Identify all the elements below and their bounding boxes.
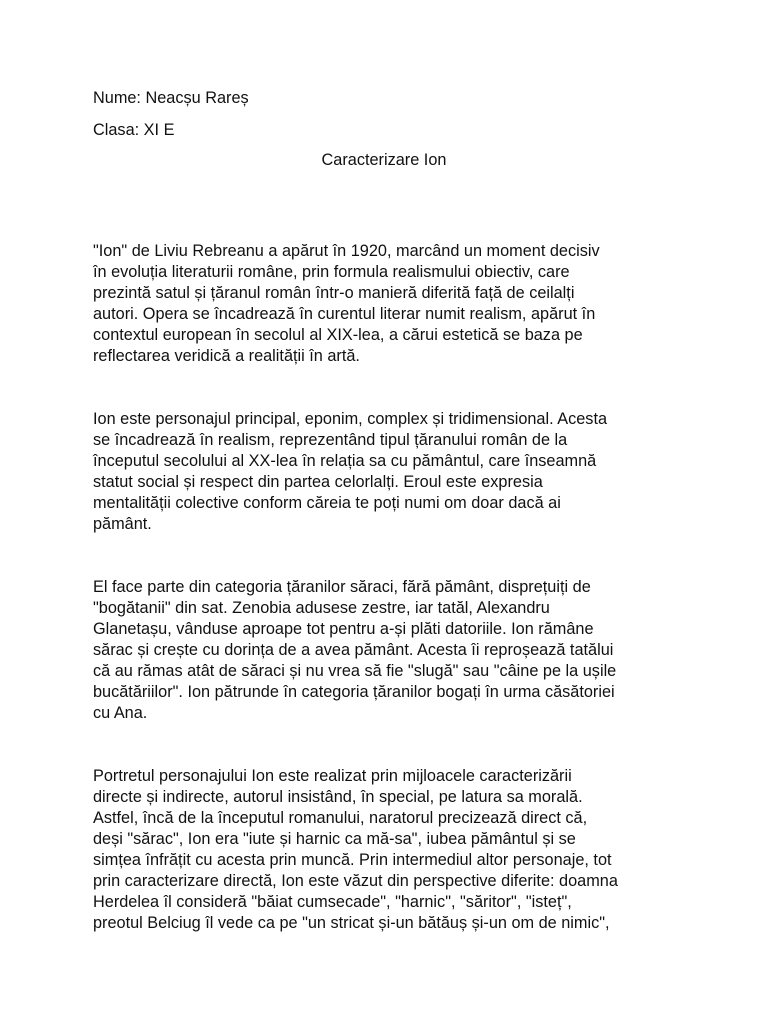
paragraph-line: bucătăriilor". Ion pătrunde în categoria țăranilor bogați în urma căsătoriei (93, 683, 615, 701)
paragraph-line: mentalității colective conform căreia te poți numi om doar dacă ai (93, 494, 561, 512)
paragraph-intro (93, 241, 693, 367)
paragraph-line: prin caracterizare directă, Ion este văzut din perspective diferite: doamna (93, 872, 618, 890)
paragraph-line: "bogătanii" din sat. Zenobia adusese zestre, iar tatăl, Alexandru (93, 599, 550, 617)
paragraph-line: Ion este personajul principal, eponim, complex și tridimensional. Acesta (93, 410, 608, 428)
paragraph-line: "Ion" de Liviu Rebreanu a apărut în 1920, marcând un moment decisiv (93, 242, 600, 260)
paragraph-line: se încadrează în realism, reprezentând tipul țăranului român de la (93, 431, 568, 449)
paragraph-social-status (93, 577, 693, 724)
student-class: Clasa: XI E (93, 121, 175, 139)
paragraph-line: statut social și respect din partea celorlalți. Eroul este expresia (93, 473, 543, 491)
paragraph-line: deși "sărac", Ion era "iute și harnic ca mă-sa", iubea pământul și se (93, 830, 576, 848)
student-name: Nume: Neacșu Rareș (93, 89, 249, 107)
paragraph-line: cu Ana. (93, 704, 148, 722)
paragraph-line: Astfel, încă de la începutul romanului, naratorul precizează direct că, (93, 809, 588, 827)
paragraph-line: reflectarea veridică a realității în artă. (93, 347, 360, 365)
paragraph-character (93, 409, 693, 535)
paragraph-line: că au rămas atât de săraci și nu vrea să fie "slugă" sau "câine pe la ușile (93, 662, 617, 680)
paragraph-portrait (93, 766, 693, 934)
paragraph-line: Portretul personajului Ion este realizat prin mijloacele caracterizării (93, 767, 572, 785)
paragraph-line: directe și indirecte, autorul insistând, în special, pe latura sa morală. (93, 788, 583, 806)
paragraph-line: prezintă satul și țăranul român într-o manieră diferită față de ceilalți (93, 284, 575, 302)
paragraph-line: în evoluția literaturii române, prin formula realismului obiectiv, care (93, 263, 570, 281)
document-title: Caracterizare Ion (321, 151, 447, 169)
paragraph-line: Herdelea îl consideră "băiat cumsecade", "harnic", "săritor", "isteț", (93, 893, 572, 911)
paragraph-line: contextul european în secolul al XIX-lea, a cărui estetică se baza pe (93, 326, 583, 344)
paragraph-line: autori. Opera se încadrează în curentul literar numit realism, apărut în (93, 305, 596, 323)
paragraph-line: preotul Belciug îl vede ca pe "un stricat și-un bătăuș și-un om de nimic", (93, 914, 610, 932)
paragraph-line: pământ. (93, 515, 152, 533)
paragraph-line: începutul secolului al XX-lea în relația sa cu pământul, care înseamnă (93, 452, 597, 470)
paragraph-line: Glanetașu, vânduse aproape tot pentru a-și plăti datoriile. Ion rămâne (93, 620, 594, 638)
paragraph-line: simțea înfrățit cu acesta prin muncă. Prin intermediul altor personaje, tot (93, 851, 612, 869)
paragraph-line: El face parte din categoria țăranilor săraci, fără pământ, disprețuiți de (93, 578, 591, 596)
paragraph-line: sărac și crește cu dorința de a avea pământ. Acesta îi reproșează tatălui (93, 641, 614, 659)
